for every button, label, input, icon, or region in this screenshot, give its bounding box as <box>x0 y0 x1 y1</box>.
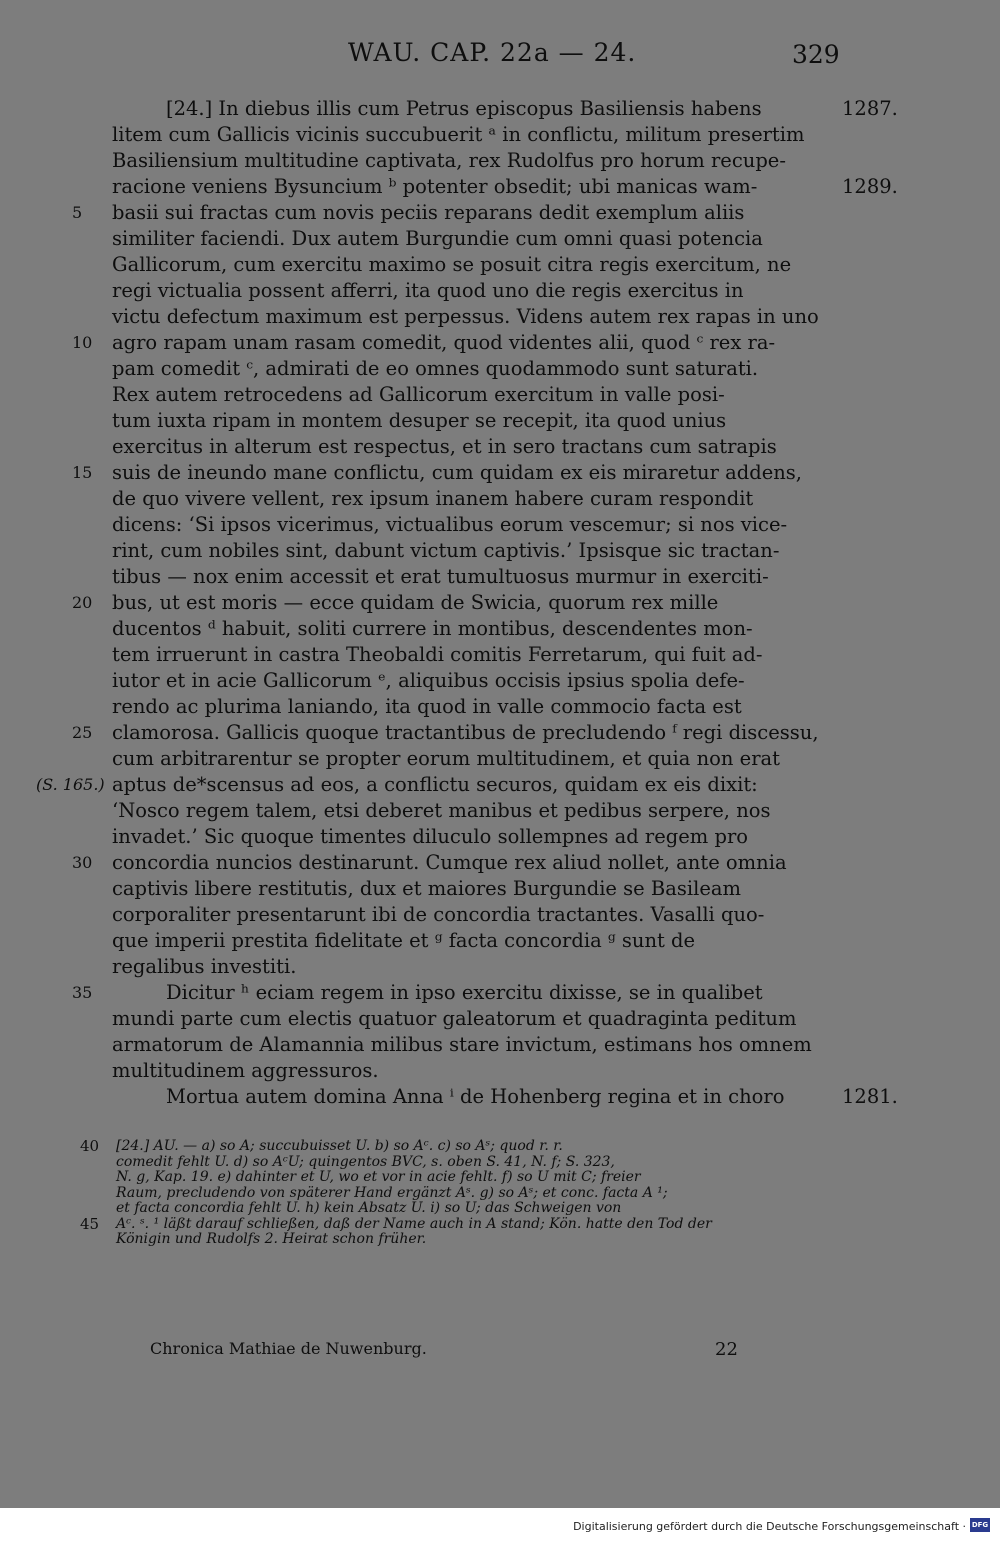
text-line: regalibus investiti. <box>112 955 297 978</box>
text-line: tum iuxta ripam in montem desuper se recepit, ita quod unius <box>112 409 727 432</box>
footnote-line: N. g, Kap. 19. e) dahinter et U, wo et vor in acie fehlt. f) so U mit C; freier <box>116 1169 641 1185</box>
line-number: 30 <box>72 853 93 872</box>
year-note: 1281. <box>842 1085 898 1108</box>
year-note: 1287. <box>842 97 898 120</box>
line-number: 25 <box>72 723 93 742</box>
footnote-line-number: 45 <box>80 1214 100 1233</box>
text-line: corporaliter presentarunt ibi de concordia tractantes. Vasalli quo- <box>112 903 765 926</box>
text-line: aptus de*scensus ad eos, a conflictu securos, quidam ex eis dixit: <box>112 773 758 796</box>
footnote-line: et facta concordia fehlt U. h) kein Absatz U. i) so U; das Schweigen von <box>116 1200 622 1216</box>
footnote-line: Königin und Rudolfs 2. Heirat schon früher. <box>116 1231 427 1247</box>
footnote-line: Aᶜ. ˢ. ¹ läßt darauf schließen, daß der Name auch in A stand; Kön. hatte den Tod der <box>116 1215 712 1232</box>
text-line: Basiliensium multitudine captivata, rex Rudolfus pro horum recupe- <box>112 149 786 172</box>
footnote-line-number: 40 <box>80 1137 100 1155</box>
text-line: captivis libere restitutis, dux et maiores Burgundie se Basileam <box>112 877 742 900</box>
text-line: racione veniens Bysuncium ᵇ potenter obsedit; ubi manicas wam- <box>112 175 758 198</box>
text-line: que imperii prestita fidelitate et ᵍ facta concordia ᵍ sunt de <box>112 929 696 952</box>
text-line: Dicitur ʰ eciam regem in ipso exercitu dixisse, se in qualibet <box>166 981 763 1004</box>
text-line: [24.] In diebus illis cum Petrus episcopus Basiliensis habens <box>166 97 762 120</box>
footnote-line: comedit fehlt U. d) so AᶜU; quingentos BVC, s. oben S. 41, N. f; S. 323, <box>116 1153 615 1170</box>
text-line: Mortua autem domina Anna ⁱ de Hohenberg regina et in choro <box>166 1085 785 1108</box>
year-note: 1289. <box>842 175 898 198</box>
text-line: Rex autem retrocedens ad Gallicorum exercitum in valle posi- <box>112 383 725 406</box>
text-line: de quo vivere vellent, rex ipsum inanem habere curam respondit <box>112 487 754 510</box>
text-line: suis de ineundo mane conflictu, cum quidam ex eis miraretur addens, <box>112 461 803 484</box>
text-line: iutor et in acie Gallicorum ᵉ, aliquibus occisis ipsius spolia defe- <box>112 669 745 692</box>
text-line: invadet.’ Sic quoque timentes diluculo sollempnes ad regem pro <box>112 825 749 848</box>
text-line: rint, cum nobiles sint, dabunt victum captivis.’ Ipsisque sic tractan- <box>112 539 780 562</box>
text-line: similiter faciendi. Dux autem Burgundie cum omni quasi potencia <box>112 227 763 250</box>
text-line: multitudinem aggressuros. <box>112 1059 379 1082</box>
signature-number: 22 <box>715 1339 738 1360</box>
page-reference: (S. 165.) <box>36 775 105 794</box>
credit-bar <box>0 1508 1000 1548</box>
text-line: armatorum de Alamannia milibus stare invictum, estimans hos omnem <box>112 1033 812 1056</box>
signature-title: Chronica Mathiae de Nuwenburg. <box>150 1339 427 1358</box>
footnote-line: Raum, precludendo von späterer Hand ergänzt Aˢ. g) so Aˢ; et conc. facta A ¹; <box>116 1184 668 1201</box>
running-title: WAU. CAP. 22a — 24. <box>348 38 637 67</box>
text-line: tibus — nox enim accessit et erat tumultuosus murmur in exerciti- <box>112 565 769 588</box>
text-line: ‘Nosco regem talem, etsi deberet manibus et pedibus serpere, nos <box>112 799 771 822</box>
text-line: litem cum Gallicis vicinis succubuerit ᵃ in conflictu, militum presertim <box>112 123 805 146</box>
line-number: 15 <box>72 463 93 482</box>
text-line: basii sui fractas cum novis peciis reparans dedit exemplum aliis <box>112 201 745 224</box>
text-line: exercitus in alterum est respectus, et in sero tractans cum satrapis <box>112 435 777 458</box>
text-line: agro rapam unam rasam comedit, quod videntes alii, quod ᶜ rex ra- <box>112 331 776 354</box>
footnote-line: [24.] AU. — a) so A; succubuisset U. b) so Aᶜ. c) so Aˢ; quod r. r. <box>116 1138 563 1154</box>
text-line: pam comedit ᶜ, admirati de eo omnes quodammodo sunt saturati. <box>112 357 759 380</box>
text-line: ducentos ᵈ habuit, soliti currere in montibus, descendentes mon- <box>112 617 753 640</box>
text-line: victu defectum maximum est perpessus. Videns autem rex rapas in uno <box>112 305 819 328</box>
text-line: Gallicorum, cum exercitu maximo se posuit citra regis exercitum, ne <box>112 253 792 276</box>
text-line: cum arbitrarentur se propter eorum multitudinem, et quia non erat <box>112 747 780 770</box>
line-number: 5 <box>72 203 83 222</box>
text-line: rendo ac plurima laniando, ita quod in valle commocio facta est <box>112 695 742 718</box>
dfg-logo-icon: DFG <box>970 1518 990 1532</box>
text-line: mundi parte cum electis quatuor galeatorum et quadraginta peditum <box>112 1007 797 1030</box>
text-line: tem irruerunt in castra Theobaldi comitis Ferretarum, qui fuit ad- <box>112 643 763 666</box>
text-line: clamorosa. Gallicis quoque tractantibus de precludendo ᶠ regi discessu, <box>112 721 819 744</box>
text-line: concordia nuncios destinarunt. Cumque rex aliud nollet, ante omnia <box>112 851 787 874</box>
page-number: 329 <box>792 40 840 69</box>
line-number: 20 <box>72 593 93 612</box>
line-number: 35 <box>72 983 93 1002</box>
text-line: bus, ut est moris — ecce quidam de Swicia, quorum rex mille <box>112 591 719 614</box>
line-number: 10 <box>72 333 93 352</box>
text-line: regi victualia possent afferri, ita quod uno die regis exercitus in <box>112 279 744 302</box>
funding-credit: Digitalisierung gefördert durch die Deutsche Forschungsgemeinschaft · <box>573 1520 966 1533</box>
text-line: dicens: ‘Si ipsos vicerimus, victualibus eorum vescemur; si nos vice- <box>112 513 788 536</box>
